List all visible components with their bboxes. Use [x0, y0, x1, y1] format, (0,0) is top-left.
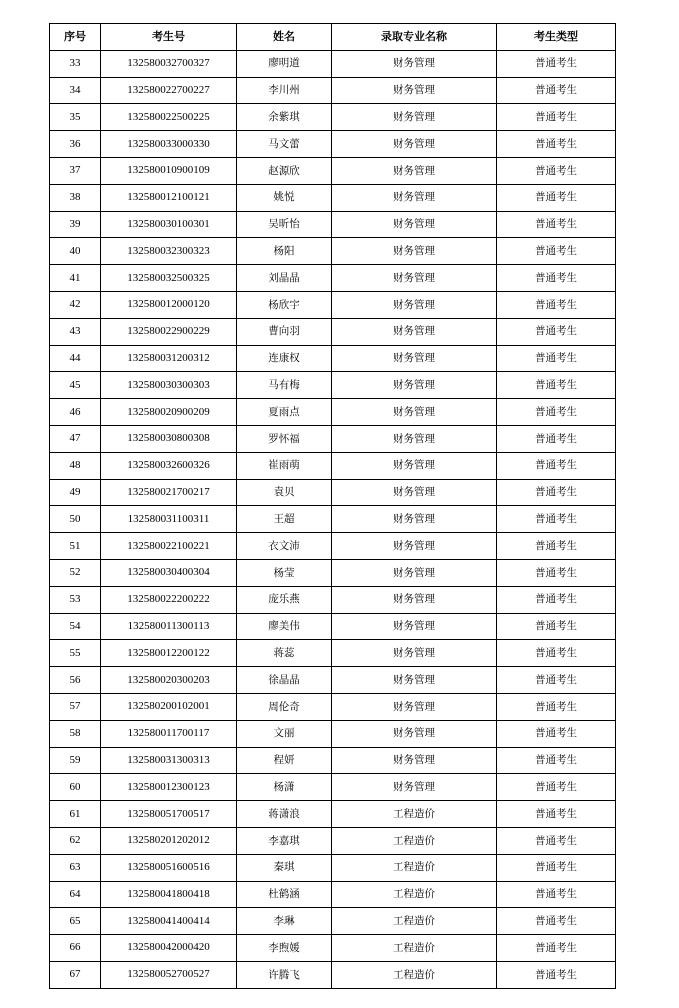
table-row — [50, 613, 616, 640]
cell-seq: 46 — [50, 399, 101, 426]
cell-name: 余紫琪 — [237, 104, 332, 131]
cell-name: 曹向羽 — [237, 318, 332, 345]
cell-seq: 40 — [50, 238, 101, 265]
cell-name: 蒋蕊 — [237, 640, 332, 667]
table-row — [50, 693, 616, 720]
cell-seq: 42 — [50, 291, 101, 318]
table-row — [50, 452, 616, 479]
cell-name: 廖明道 — [237, 50, 332, 77]
cell-exam-id: 132580022700227 — [101, 77, 237, 104]
cell-name: 衣文沛 — [237, 533, 332, 560]
cell-type: 普通考生 — [497, 693, 616, 720]
cell-major: 财务管理 — [332, 104, 497, 131]
table-row — [50, 157, 616, 184]
cell-seq: 53 — [50, 586, 101, 613]
cell-type: 普通考生 — [497, 184, 616, 211]
cell-major: 财务管理 — [332, 157, 497, 184]
cell-type: 普通考生 — [497, 667, 616, 694]
cell-exam-id: 132580030300303 — [101, 372, 237, 399]
header-exam-id: 考生号 — [101, 24, 237, 51]
table-row — [50, 184, 616, 211]
cell-exam-id: 132580012300123 — [101, 774, 237, 801]
cell-seq: 37 — [50, 157, 101, 184]
cell-major: 财务管理 — [332, 747, 497, 774]
cell-exam-id: 132580030100301 — [101, 211, 237, 238]
cell-seq: 56 — [50, 667, 101, 694]
table-row — [50, 131, 616, 158]
cell-type: 普通考生 — [497, 586, 616, 613]
cell-name: 周伦奇 — [237, 693, 332, 720]
cell-exam-id: 132580032700327 — [101, 50, 237, 77]
cell-exam-id: 132580022200222 — [101, 586, 237, 613]
cell-seq: 48 — [50, 452, 101, 479]
cell-type: 普通考生 — [497, 345, 616, 372]
table-row — [50, 506, 616, 533]
cell-major: 财务管理 — [332, 184, 497, 211]
cell-major: 财务管理 — [332, 77, 497, 104]
cell-major: 财务管理 — [332, 667, 497, 694]
header-major: 录取专业名称 — [332, 24, 497, 51]
cell-major: 财务管理 — [332, 774, 497, 801]
table-row — [50, 908, 616, 935]
table-row — [50, 774, 616, 801]
cell-seq: 51 — [50, 533, 101, 560]
cell-name: 姚悦 — [237, 184, 332, 211]
cell-type: 普通考生 — [497, 265, 616, 292]
cell-name: 杨莹 — [237, 559, 332, 586]
table-row — [50, 265, 616, 292]
cell-seq: 65 — [50, 908, 101, 935]
cell-major: 财务管理 — [332, 211, 497, 238]
cell-exam-id: 132580020300203 — [101, 667, 237, 694]
table-row — [50, 318, 616, 345]
cell-type: 普通考生 — [497, 77, 616, 104]
cell-seq: 49 — [50, 479, 101, 506]
cell-exam-id: 132580033000330 — [101, 131, 237, 158]
cell-exam-id: 132580022900229 — [101, 318, 237, 345]
cell-major: 财务管理 — [332, 238, 497, 265]
cell-major: 工程造价 — [332, 854, 497, 881]
cell-exam-id: 132580032600326 — [101, 452, 237, 479]
cell-name: 刘晶晶 — [237, 265, 332, 292]
cell-exam-id: 132580031200312 — [101, 345, 237, 372]
cell-seq: 54 — [50, 613, 101, 640]
cell-seq: 57 — [50, 693, 101, 720]
cell-major: 工程造价 — [332, 881, 497, 908]
cell-seq: 36 — [50, 131, 101, 158]
cell-major: 财务管理 — [332, 452, 497, 479]
cell-seq: 63 — [50, 854, 101, 881]
cell-type: 普通考生 — [497, 961, 616, 988]
cell-name: 李琳 — [237, 908, 332, 935]
cell-exam-id: 132580051600516 — [101, 854, 237, 881]
cell-major: 财务管理 — [332, 131, 497, 158]
cell-name: 马文蕾 — [237, 131, 332, 158]
cell-name: 徐晶晶 — [237, 667, 332, 694]
cell-exam-id: 132580200102001 — [101, 693, 237, 720]
table-row — [50, 827, 616, 854]
cell-name: 罗怀福 — [237, 425, 332, 452]
table-row — [50, 211, 616, 238]
cell-seq: 33 — [50, 50, 101, 77]
cell-type: 普通考生 — [497, 238, 616, 265]
cell-type: 普通考生 — [497, 881, 616, 908]
cell-name: 李煦媛 — [237, 935, 332, 962]
table-row — [50, 77, 616, 104]
header-seq: 序号 — [50, 24, 101, 51]
cell-name: 袁贝 — [237, 479, 332, 506]
cell-type: 普通考生 — [497, 935, 616, 962]
cell-name: 李嘉琪 — [237, 827, 332, 854]
cell-type: 普通考生 — [497, 640, 616, 667]
cell-type: 普通考生 — [497, 131, 616, 158]
cell-major: 财务管理 — [332, 345, 497, 372]
table-row — [50, 372, 616, 399]
cell-exam-id: 132580051700517 — [101, 801, 237, 828]
cell-major: 财务管理 — [332, 265, 497, 292]
cell-name: 文丽 — [237, 720, 332, 747]
admission-table — [49, 23, 616, 989]
cell-major: 财务管理 — [332, 50, 497, 77]
cell-type: 普通考生 — [497, 559, 616, 586]
cell-exam-id: 132580041400414 — [101, 908, 237, 935]
cell-name: 吴昕怡 — [237, 211, 332, 238]
cell-name: 程妍 — [237, 747, 332, 774]
cell-name: 杜鹤涵 — [237, 881, 332, 908]
cell-seq: 41 — [50, 265, 101, 292]
table-row — [50, 667, 616, 694]
cell-seq: 58 — [50, 720, 101, 747]
cell-major: 财务管理 — [332, 291, 497, 318]
cell-type: 普通考生 — [497, 720, 616, 747]
table-row — [50, 935, 616, 962]
cell-major: 财务管理 — [332, 372, 497, 399]
cell-type: 普通考生 — [497, 318, 616, 345]
cell-exam-id: 132580011300113 — [101, 613, 237, 640]
cell-seq: 62 — [50, 827, 101, 854]
cell-major: 财务管理 — [332, 640, 497, 667]
table-row — [50, 104, 616, 131]
table-row — [50, 559, 616, 586]
cell-major: 财务管理 — [332, 559, 497, 586]
cell-seq: 66 — [50, 935, 101, 962]
cell-type: 普通考生 — [497, 479, 616, 506]
cell-major: 财务管理 — [332, 425, 497, 452]
cell-type: 普通考生 — [497, 854, 616, 881]
cell-exam-id: 132580042000420 — [101, 935, 237, 962]
cell-major: 财务管理 — [332, 533, 497, 560]
table-row — [50, 291, 616, 318]
cell-type: 普通考生 — [497, 908, 616, 935]
cell-seq: 39 — [50, 211, 101, 238]
table-row — [50, 425, 616, 452]
table-row — [50, 345, 616, 372]
cell-exam-id: 132580012200122 — [101, 640, 237, 667]
cell-seq: 59 — [50, 747, 101, 774]
cell-seq: 60 — [50, 774, 101, 801]
cell-exam-id: 132580012000120 — [101, 291, 237, 318]
cell-major: 财务管理 — [332, 506, 497, 533]
cell-major: 财务管理 — [332, 613, 497, 640]
cell-exam-id: 132580031300313 — [101, 747, 237, 774]
cell-seq: 67 — [50, 961, 101, 988]
cell-seq: 43 — [50, 318, 101, 345]
header-name: 姓名 — [237, 24, 332, 51]
cell-major: 财务管理 — [332, 399, 497, 426]
cell-major: 财务管理 — [332, 479, 497, 506]
cell-name: 蒋潇浪 — [237, 801, 332, 828]
table-row — [50, 720, 616, 747]
cell-seq: 34 — [50, 77, 101, 104]
cell-seq: 64 — [50, 881, 101, 908]
cell-name: 夏雨点 — [237, 399, 332, 426]
cell-type: 普通考生 — [497, 425, 616, 452]
cell-exam-id: 132580030400304 — [101, 559, 237, 586]
cell-exam-id: 132580012100121 — [101, 184, 237, 211]
header-type: 考生类型 — [497, 24, 616, 51]
cell-major: 工程造价 — [332, 908, 497, 935]
cell-type: 普通考生 — [497, 291, 616, 318]
cell-name: 李川州 — [237, 77, 332, 104]
cell-major: 工程造价 — [332, 961, 497, 988]
cell-major: 工程造价 — [332, 827, 497, 854]
cell-seq: 35 — [50, 104, 101, 131]
cell-seq: 44 — [50, 345, 101, 372]
cell-major: 财务管理 — [332, 586, 497, 613]
table-row — [50, 801, 616, 828]
cell-seq: 47 — [50, 425, 101, 452]
cell-seq: 52 — [50, 559, 101, 586]
table-row — [50, 586, 616, 613]
cell-exam-id: 132580201202012 — [101, 827, 237, 854]
cell-exam-id: 132580010900109 — [101, 157, 237, 184]
header-row — [50, 24, 616, 51]
cell-exam-id: 132580052700527 — [101, 961, 237, 988]
cell-seq: 61 — [50, 801, 101, 828]
cell-type: 普通考生 — [497, 452, 616, 479]
cell-type: 普通考生 — [497, 801, 616, 828]
table-row — [50, 399, 616, 426]
cell-name: 杨阳 — [237, 238, 332, 265]
cell-type: 普通考生 — [497, 372, 616, 399]
cell-major: 财务管理 — [332, 693, 497, 720]
cell-major: 工程造价 — [332, 935, 497, 962]
table-row — [50, 747, 616, 774]
cell-name: 赵源欣 — [237, 157, 332, 184]
cell-exam-id: 132580020900209 — [101, 399, 237, 426]
cell-type: 普通考生 — [497, 613, 616, 640]
cell-exam-id: 132580021700217 — [101, 479, 237, 506]
cell-type: 普通考生 — [497, 211, 616, 238]
cell-exam-id: 132580031100311 — [101, 506, 237, 533]
cell-type: 普通考生 — [497, 827, 616, 854]
cell-name: 秦琪 — [237, 854, 332, 881]
cell-exam-id: 132580022500225 — [101, 104, 237, 131]
cell-name: 杨潇 — [237, 774, 332, 801]
cell-name: 连康权 — [237, 345, 332, 372]
table-row — [50, 961, 616, 988]
cell-exam-id: 132580041800418 — [101, 881, 237, 908]
cell-major: 财务管理 — [332, 720, 497, 747]
cell-type: 普通考生 — [497, 774, 616, 801]
cell-type: 普通考生 — [497, 50, 616, 77]
cell-type: 普通考生 — [497, 506, 616, 533]
cell-name: 崔雨萌 — [237, 452, 332, 479]
cell-type: 普通考生 — [497, 104, 616, 131]
cell-type: 普通考生 — [497, 157, 616, 184]
cell-name: 廖美伟 — [237, 613, 332, 640]
cell-name: 杨欣宇 — [237, 291, 332, 318]
cell-seq: 45 — [50, 372, 101, 399]
cell-seq: 50 — [50, 506, 101, 533]
cell-seq: 38 — [50, 184, 101, 211]
cell-type: 普通考生 — [497, 399, 616, 426]
cell-type: 普通考生 — [497, 533, 616, 560]
table-row — [50, 533, 616, 560]
cell-name: 庞乐燕 — [237, 586, 332, 613]
cell-seq: 55 — [50, 640, 101, 667]
cell-name: 马有梅 — [237, 372, 332, 399]
cell-exam-id: 132580030800308 — [101, 425, 237, 452]
cell-major: 工程造价 — [332, 801, 497, 828]
table-row — [50, 238, 616, 265]
cell-exam-id: 132580032300323 — [101, 238, 237, 265]
table-row — [50, 50, 616, 77]
cell-name: 王超 — [237, 506, 332, 533]
cell-name: 许腾飞 — [237, 961, 332, 988]
table-row — [50, 479, 616, 506]
cell-type: 普通考生 — [497, 747, 616, 774]
cell-exam-id: 132580032500325 — [101, 265, 237, 292]
table-row — [50, 854, 616, 881]
table-row — [50, 881, 616, 908]
cell-exam-id: 132580022100221 — [101, 533, 237, 560]
table-row — [50, 640, 616, 667]
cell-exam-id: 132580011700117 — [101, 720, 237, 747]
cell-major: 财务管理 — [332, 318, 497, 345]
